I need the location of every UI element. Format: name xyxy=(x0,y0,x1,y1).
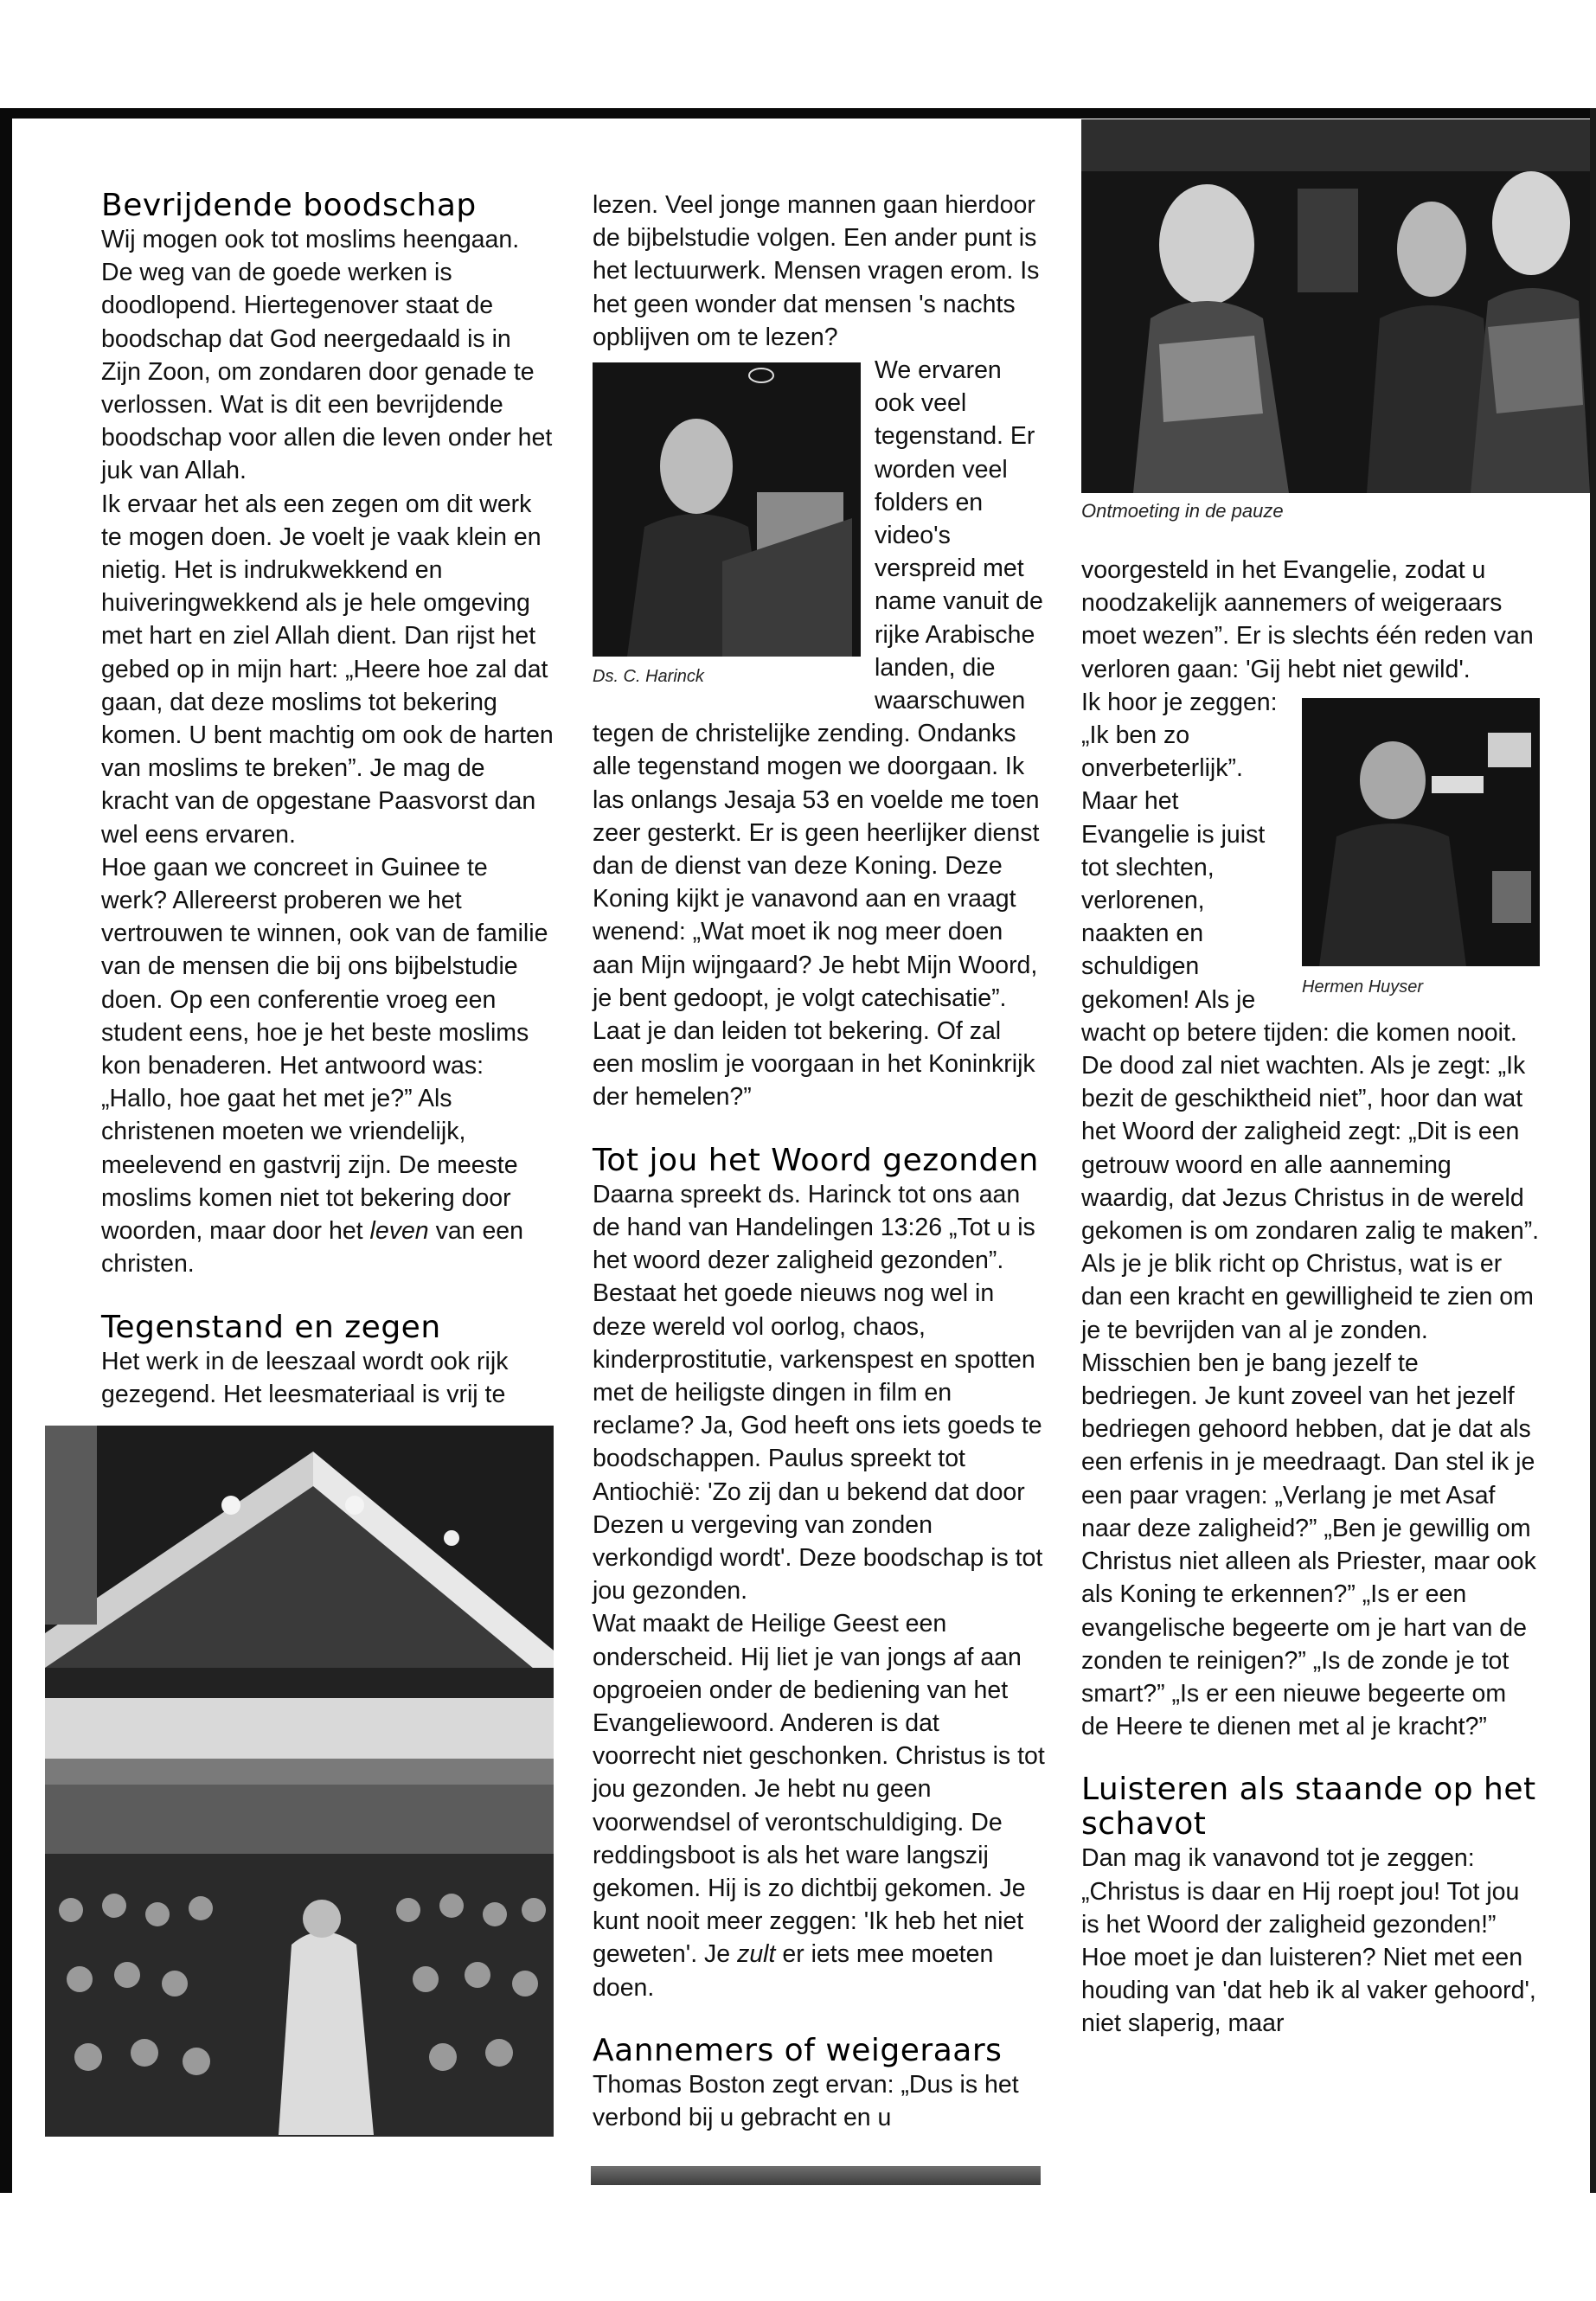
paragraph: lezen. Veel jonge mannen gaan hierdoor de bijbelstudie volgen. Een ander punt is het lectuurwerk. Mensen vragen erom. Is het geen wonder dat mensen 's nachts opblijven om te lezen? xyxy=(593,191,1040,351)
heading-tot-jou-het-woord: Tot jou het Woord gezonden xyxy=(593,1142,1039,1178)
caption-harinck: Ds. C. Harinck xyxy=(593,667,704,687)
column-1 xyxy=(101,189,555,1411)
heading-aannemers-of-weigeraars: Aannemers of weigeraars xyxy=(593,2032,1003,2068)
page-right-border xyxy=(1590,108,1596,2193)
paragraph: Ik hoor je zeggen: „Ik ben zo onverbeterlijk”. Maar het Evangelie is juist tot slechten, verlorenen, naakten en schuldigen gekomen! Als je wacht op betere tijden: die komen nooit. De dood zal niet wachten. Als je zegt: „Ik bezit de geschiktheid niet”, hoor dan wat het Woord der zaligheid zegt: „Dit is een getrouw woord en alle aanneming waardig, dat Jezus Christus in de wereld gekomen is om zondaren zalig te maken”. Als je je blik richt op Christus, wat is er dan een kracht en gewilligheid te zien om je te bevrijden van al je zonden. Misschien ben je bang jezelf te bedriegen. Je kunt zoveel van het jezelf bedriegen gehoord hebben, dat je dat als een erfenis in je meedraagt. Dan stel ik je een paar vragen: „Verlang je met Asaf naar deze zaligheid?” „Ben je gewillig om Christus niet alleen als Priester, maar ook als Koning te erkennen?” „Is er een evangelische begeerte om je hart van de zonden te reinigen?” „Is de zonde je tot smart?” „Is er een nieuwe begeerte om de Heere te dienen met al je kracht?” xyxy=(1081,688,1540,1741)
column-3 xyxy=(1081,554,1540,2041)
paragraph: Wij mogen ook tot moslims heengaan. De weg van de goede werken is doodlopend. Hiertegenover staat de boodschap dat God neergedaald is in Zijn Zoon, om zondaren door genade te verlossen. Wat is dit een bevrijdende boodschap voor allen die leven onder het juk van Allah. xyxy=(101,226,553,485)
paragraph-ending: er iets mee moeten doen. xyxy=(593,1940,994,2002)
paragraph xyxy=(101,851,555,1281)
column-2 xyxy=(593,189,1047,2134)
paragraph-ending: van een christen. xyxy=(101,1217,523,1279)
paragraph: voorgesteld in het Evangelie, zodat u noodzakelijk aannemers of weigeraars moet wezen”. Er is slechts één reden van verloren gaan: 'Gij hebt niet gewild'. xyxy=(1081,556,1534,683)
heading-bevrijdende-boodschap: Bevrijdende boodschap xyxy=(101,188,477,223)
italic-word: zult xyxy=(737,1940,776,1969)
page-left-border xyxy=(0,108,12,2193)
paragraph: Dan mag ik vanavond tot je zeggen: „Christus is daar en Hij roept jou! Tot jou is het Woord der zaligheid gezonden!” Hoe moet je dan luisteren? Niet met een houding van 'dat heb ik al vaker gehoord', niet slaperig, maar xyxy=(1081,1844,1536,2038)
paragraph: We ervaren ook veel tegenstand. Er worden veel folders en video's verspreid met name vanuit de rijke Arabische landen, die waarschuwen tegen de christelijke zending. Ondanks alle tegenstand mogen we doorgaan. Ik las onlangs Jesaja 53 en voelde me toen zeer gesterkt. Er is geen heerlijker dienst dan de dienst van deze Koning. Deze Koning kijkt je vanavond aan en vraagt wenend: „Wat moet ik nog meer doen aan Mijn wijngaard? Je hebt Mijn Woord, je bent gedoopt, je volgt catechisatie”. Laat je dan leiden tot bekering. Of zal een moslim je voorgaan in het Koninkrijk der hemelen?” xyxy=(593,356,1043,1112)
caption-huyser: Hermen Huyser xyxy=(1302,977,1424,997)
paragraph xyxy=(593,1607,1047,2003)
bottom-gray-strip xyxy=(591,2166,1041,2185)
photo-ds-harinck xyxy=(593,362,861,657)
photo-church-interior xyxy=(45,1426,554,2137)
heading-tegenstand-en-zegen: Tegenstand en zegen xyxy=(101,1309,441,1345)
caption-meeting: Ontmoeting in de pauze xyxy=(1081,500,1284,522)
heading-luisteren-als-staande: Luisteren als staande op het schavot xyxy=(1081,1772,1536,1843)
paragraph: Thomas Boston zegt ervan: „Dus is het verbond bij u gebracht en u xyxy=(593,2070,1019,2131)
paragraph: Ik ervaar het als een zegen om dit werk te mogen doen. Je voelt je vaak klein en nietig. Het is indrukwekkend en huiveringwekkend als je hele omgeving met hart en ziel Allah dient. Dan rijst het gebed op in mijn hart: „Heere hoe zal dat gaan, dat deze moslims tot bekering komen. U bent machtig om ook de harten van moslims te breken”. Je mag de kracht van de opgestane Paasvorst dan wel eens ervaren. xyxy=(101,490,554,849)
paragraph: Daarna spreekt ds. Harinck tot ons aan de hand van Handelingen 13:26 „Tot u is het woord dezer zaligheid gezonden”. Bestaat het goede nieuws nog wel in deze wereld vol oorlog, chaos, kinderprostitutie, varkenspest en spotten met de heiligste dingen in film en reclame? Ja, God heeft ons iets goeds te boodschappen. Paulus spreekt tot Antiochië: 'Zo zij dan u bekend dat door Dezen u vergeving van zonden verkondigd wordt'. Deze boodschap is tot jou gezonden. xyxy=(593,1180,1043,1606)
photo-harinck-wrap xyxy=(593,362,861,687)
photo-meeting-in-break xyxy=(1081,119,1590,493)
photo-huyser-wrap xyxy=(1302,698,1540,997)
photo-hermen-huyser xyxy=(1302,698,1540,966)
paragraph-text: Hoe gaan we concreet in Guinee te werk? Allereerst proberen we het vertrouwen te winnen, ook van de familie van de mensen die bij ons bijbelstudie doen. Op een conferentie vroeg een student eens, hoe je het beste moslims kon benaderen. Het antwoord was: „Hallo, hoe gaat het met je?” Als christenen moeten we vriendelijk, meelevend en gastvrij zijn. De meeste moslims komen niet tot bekering door woorden, maar door het xyxy=(101,853,548,1246)
paragraph-text: Wat maakt de Heilige Geest een onderscheid. Hij liet je van jongs af aan opgroeien onder de bediening van het Evangeliewoord. Anderen is dat voorrecht niet geschonken. Christus is tot jou gezonden. Je hebt nu geen voorwendsel of verontschuldiging. De reddingsboot is als het ware langszij gekomen. Hij is zo dichtbij gekomen. Je kunt nooit meer zeggen: 'Ik heb het niet geweten'. Je xyxy=(593,1610,1045,1969)
paragraph: Het werk in de leeszaal wordt ook rijk gezegend. Het leesmateriaal is vrij te xyxy=(101,1347,509,1408)
italic-word: leven xyxy=(369,1217,429,1246)
page-top-border xyxy=(0,108,1596,119)
